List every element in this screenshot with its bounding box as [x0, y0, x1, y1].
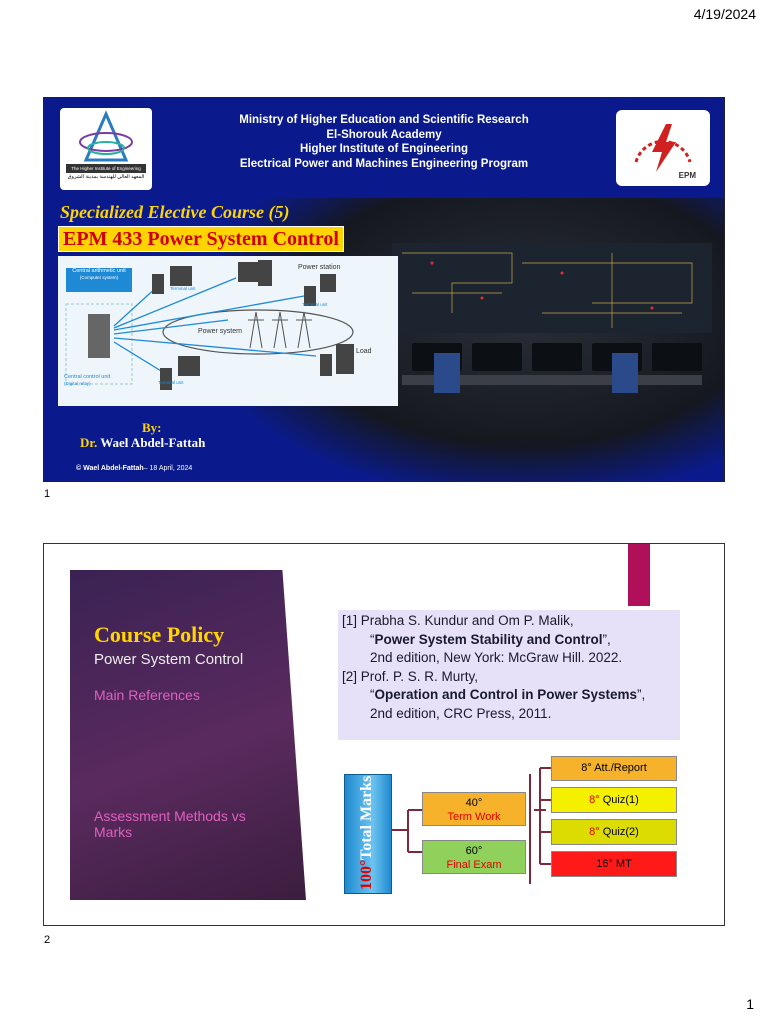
term-work-box [422, 792, 526, 826]
final-exam-label: Final Exam [446, 859, 502, 871]
main-references-heading: Main References [94, 687, 200, 703]
ref2-quote-close: ”, [637, 687, 646, 702]
diagram-central-control-sub: (Digital relay) [64, 380, 91, 386]
total-marks-label [344, 774, 390, 892]
diagram-central-arith [66, 268, 132, 281]
total-marks-text: Total Marks [358, 775, 375, 860]
ref2-authors: [2] Prof. P. S. R. Murty, [342, 668, 479, 684]
diagram-power-system: Power system [198, 328, 242, 335]
final-exam-value: 60° [465, 845, 483, 857]
ref1-publisher: 2nd edition, New York: McGraw Hill. 2022. [370, 650, 623, 665]
diagram-central-arith-sub: (Computer system) [79, 274, 119, 280]
author-prefix: Dr. [80, 435, 98, 450]
quiz2-box [551, 819, 677, 845]
mt-value: 16° [596, 858, 616, 870]
quiz1-box [551, 787, 677, 813]
ref2-quote-open: “ [370, 687, 375, 702]
assessment-heading: Assessment Methods vs Marks [94, 808, 246, 840]
ref2-title: Operation and Control in Power Systems [374, 687, 638, 702]
references-box [338, 610, 680, 740]
slide2-title: Course Policy [94, 622, 225, 647]
institute-logo [60, 108, 152, 190]
copyright-name: © Wael Abdel-Fattah [76, 465, 144, 472]
mt-box [551, 851, 677, 877]
diagram-power-station: Power station [298, 264, 341, 271]
header-line-program: Electrical Power and Machines Engineering Program [239, 157, 529, 170]
total-marks-value: 100° [358, 859, 375, 891]
copyright [76, 465, 192, 472]
slide-1[interactable] [43, 97, 725, 482]
header-line-institute: Higher Institute of Engineering [299, 143, 469, 155]
diagram-central-arith-label: Central arithmetic unit [72, 268, 126, 274]
ref2-title-line [342, 686, 676, 705]
att-report-value: 8° [581, 762, 595, 774]
accent-bar [628, 544, 650, 606]
quiz1-value: 8° [589, 794, 603, 806]
epm-logo-text: EPM [678, 171, 696, 180]
epm-logo [616, 110, 710, 186]
final-exam-box [422, 840, 526, 874]
header-line-academy: El-Shorouk Academy [326, 128, 442, 141]
course-line: Specialized Elective Course (5) [60, 202, 290, 222]
diagram-terminal-unit: Terminal unit [302, 302, 328, 307]
ref1-title: Power System Stability and Control [374, 631, 603, 647]
slide2-subtitle: Power System Control [94, 651, 244, 668]
att-report-box [551, 756, 677, 781]
att-report-label: Att./Report [594, 762, 647, 774]
power-system-diagram [58, 256, 398, 406]
diagram-central-control [64, 374, 144, 387]
term-work-value: 40° [465, 797, 483, 809]
diagram-terminal-unit: Terminal unit [158, 380, 184, 385]
ref1-authors: [1] Prabha S. Kundur and Om P. Malik, [342, 613, 574, 628]
diagram-load: Load [356, 348, 372, 355]
by-label: By: [142, 420, 162, 435]
quiz2-value: 8° [589, 826, 603, 838]
diagram-central-control-label: Central control unit [64, 374, 111, 380]
course-title: EPM 433 Power System Control [58, 226, 344, 252]
mt-label: MT [615, 858, 632, 870]
page-date: 4/19/2024 [693, 6, 756, 22]
page-number: 1 [746, 996, 754, 1012]
slide2-sidebar-panel [70, 570, 306, 900]
header-line-ministry: Ministry of Higher Education and Scientific Research [239, 114, 529, 126]
slide-2[interactable] [43, 543, 725, 926]
quiz1-label: Quiz(1) [602, 794, 639, 806]
control-panel-illustration [392, 243, 712, 393]
author-name-text: Wael Abdel-Fattah [97, 435, 206, 450]
slide-number-2: 2 [44, 934, 51, 946]
ref1-quote-close: ”, [602, 631, 611, 647]
author-name [80, 435, 205, 451]
ref1-title-line [342, 631, 676, 650]
slide1-header [174, 113, 594, 171]
copyright-date: – 18 April, 2024 [143, 465, 193, 472]
quiz2-label: Quiz(2) [602, 826, 639, 838]
ref1-quote-open: “ [370, 631, 375, 647]
institute-logo-caption: The Higher Institute of Engineering [71, 166, 141, 171]
diagram-terminal-unit: Terminal unit [170, 286, 196, 291]
institute-logo-arabic: المعهد العالي للهندسة بمدينة الشروق [67, 174, 145, 180]
ref2-publisher: 2nd edition, CRC Press, 2011. [370, 705, 552, 721]
term-work-label: Term Work [447, 811, 501, 823]
slide-number-1: 1 [44, 488, 51, 500]
